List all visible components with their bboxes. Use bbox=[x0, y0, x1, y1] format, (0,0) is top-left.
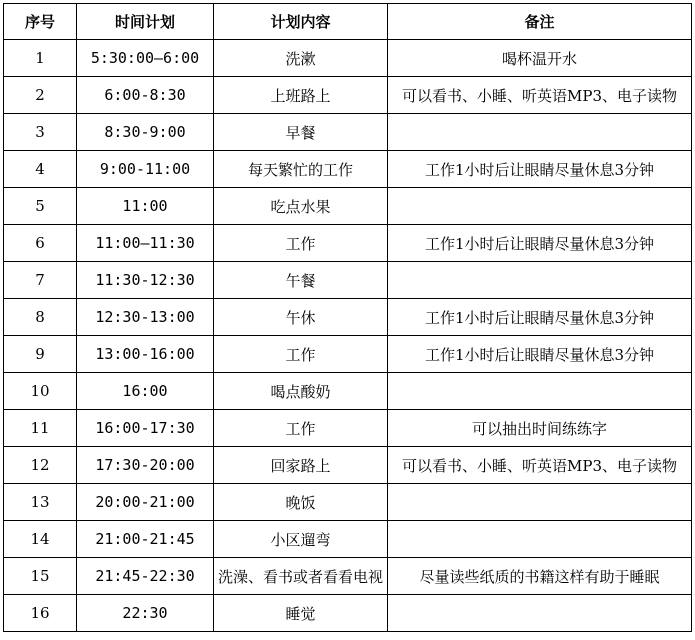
table-row bbox=[4, 188, 692, 225]
cell-seq: 2 bbox=[4, 77, 77, 114]
cell-note bbox=[388, 484, 692, 521]
table-row bbox=[4, 558, 692, 595]
cell-time: 11:00 bbox=[77, 188, 214, 225]
cell-note: 工作1小时后让眼睛尽量休息3分钟 bbox=[388, 299, 692, 336]
cell-time: 20:00-21:00 bbox=[77, 484, 214, 521]
table-row bbox=[4, 447, 692, 484]
cell-note: 工作1小时后让眼睛尽量休息3分钟 bbox=[388, 225, 692, 262]
cell-time: 21:45-22:30 bbox=[77, 558, 214, 595]
cell-time: 5:30:00—6:00 bbox=[77, 40, 214, 77]
table-row bbox=[4, 77, 692, 114]
cell-seq: 3 bbox=[4, 114, 77, 151]
cell-plan: 回家路上 bbox=[214, 447, 388, 484]
cell-seq: 9 bbox=[4, 336, 77, 373]
table-row bbox=[4, 114, 692, 151]
cell-note: 工作1小时后让眼睛尽量休息3分钟 bbox=[388, 336, 692, 373]
cell-note: 喝杯温开水 bbox=[388, 40, 692, 77]
table-row bbox=[4, 410, 692, 447]
header-plan: 计划内容 bbox=[214, 4, 388, 40]
cell-note bbox=[388, 188, 692, 225]
cell-plan: 喝点酸奶 bbox=[214, 373, 388, 410]
cell-seq: 7 bbox=[4, 262, 77, 299]
cell-note: 可以看书、小睡、听英语MP3、电子读物 bbox=[388, 447, 692, 484]
header-row bbox=[4, 4, 692, 40]
schedule-body bbox=[4, 40, 692, 632]
cell-plan: 工作 bbox=[214, 410, 388, 447]
cell-plan: 每天繁忙的工作 bbox=[214, 151, 388, 188]
header-seq: 序号 bbox=[4, 4, 77, 40]
cell-seq: 14 bbox=[4, 521, 77, 558]
cell-plan: 睡觉 bbox=[214, 595, 388, 632]
cell-time: 13:00-16:00 bbox=[77, 336, 214, 373]
cell-plan: 工作 bbox=[214, 225, 388, 262]
cell-seq: 13 bbox=[4, 484, 77, 521]
cell-note bbox=[388, 114, 692, 151]
cell-note: 可以抽出时间练练字 bbox=[388, 410, 692, 447]
cell-seq: 6 bbox=[4, 225, 77, 262]
cell-note: 可以看书、小睡、听英语MP3、电子读物 bbox=[388, 77, 692, 114]
cell-seq: 8 bbox=[4, 299, 77, 336]
table-row bbox=[4, 373, 692, 410]
cell-time: 21:00-21:45 bbox=[77, 521, 214, 558]
table-row bbox=[4, 299, 692, 336]
table-row bbox=[4, 595, 692, 632]
cell-plan: 午餐 bbox=[214, 262, 388, 299]
cell-plan: 工作 bbox=[214, 336, 388, 373]
cell-plan: 上班路上 bbox=[214, 77, 388, 114]
cell-time: 16:00 bbox=[77, 373, 214, 410]
daily-schedule-table bbox=[3, 3, 692, 632]
cell-seq: 4 bbox=[4, 151, 77, 188]
cell-plan: 早餐 bbox=[214, 114, 388, 151]
cell-time: 8:30-9:00 bbox=[77, 114, 214, 151]
cell-plan: 午休 bbox=[214, 299, 388, 336]
cell-plan: 小区遛弯 bbox=[214, 521, 388, 558]
table-row bbox=[4, 151, 692, 188]
cell-seq: 5 bbox=[4, 188, 77, 225]
cell-time: 22:30 bbox=[77, 595, 214, 632]
cell-seq: 1 bbox=[4, 40, 77, 77]
cell-seq: 12 bbox=[4, 447, 77, 484]
cell-time: 11:00—11:30 bbox=[77, 225, 214, 262]
cell-note bbox=[388, 262, 692, 299]
header-note: 备注 bbox=[388, 4, 692, 40]
table-row bbox=[4, 262, 692, 299]
cell-time: 9:00-11:00 bbox=[77, 151, 214, 188]
cell-time: 12:30-13:00 bbox=[77, 299, 214, 336]
cell-seq: 15 bbox=[4, 558, 77, 595]
table-row bbox=[4, 40, 692, 77]
cell-note: 尽量读些纸质的书籍这样有助于睡眠 bbox=[388, 558, 692, 595]
cell-plan: 吃点水果 bbox=[214, 188, 388, 225]
header-time: 时间计划 bbox=[77, 4, 214, 40]
cell-note bbox=[388, 595, 692, 632]
cell-note bbox=[388, 521, 692, 558]
cell-time: 16:00-17:30 bbox=[77, 410, 214, 447]
table-row bbox=[4, 484, 692, 521]
cell-plan: 洗漱 bbox=[214, 40, 388, 77]
table-row bbox=[4, 521, 692, 558]
cell-time: 11:30-12:30 bbox=[77, 262, 214, 299]
table-row bbox=[4, 336, 692, 373]
cell-note bbox=[388, 373, 692, 410]
cell-seq: 10 bbox=[4, 373, 77, 410]
cell-plan: 晚饭 bbox=[214, 484, 388, 521]
cell-time: 17:30-20:00 bbox=[77, 447, 214, 484]
cell-plan: 洗澡、看书或者看看电视 bbox=[214, 558, 388, 595]
cell-seq: 16 bbox=[4, 595, 77, 632]
cell-note: 工作1小时后让眼睛尽量休息3分钟 bbox=[388, 151, 692, 188]
cell-seq: 11 bbox=[4, 410, 77, 447]
cell-time: 6:00-8:30 bbox=[77, 77, 214, 114]
table-row bbox=[4, 225, 692, 262]
